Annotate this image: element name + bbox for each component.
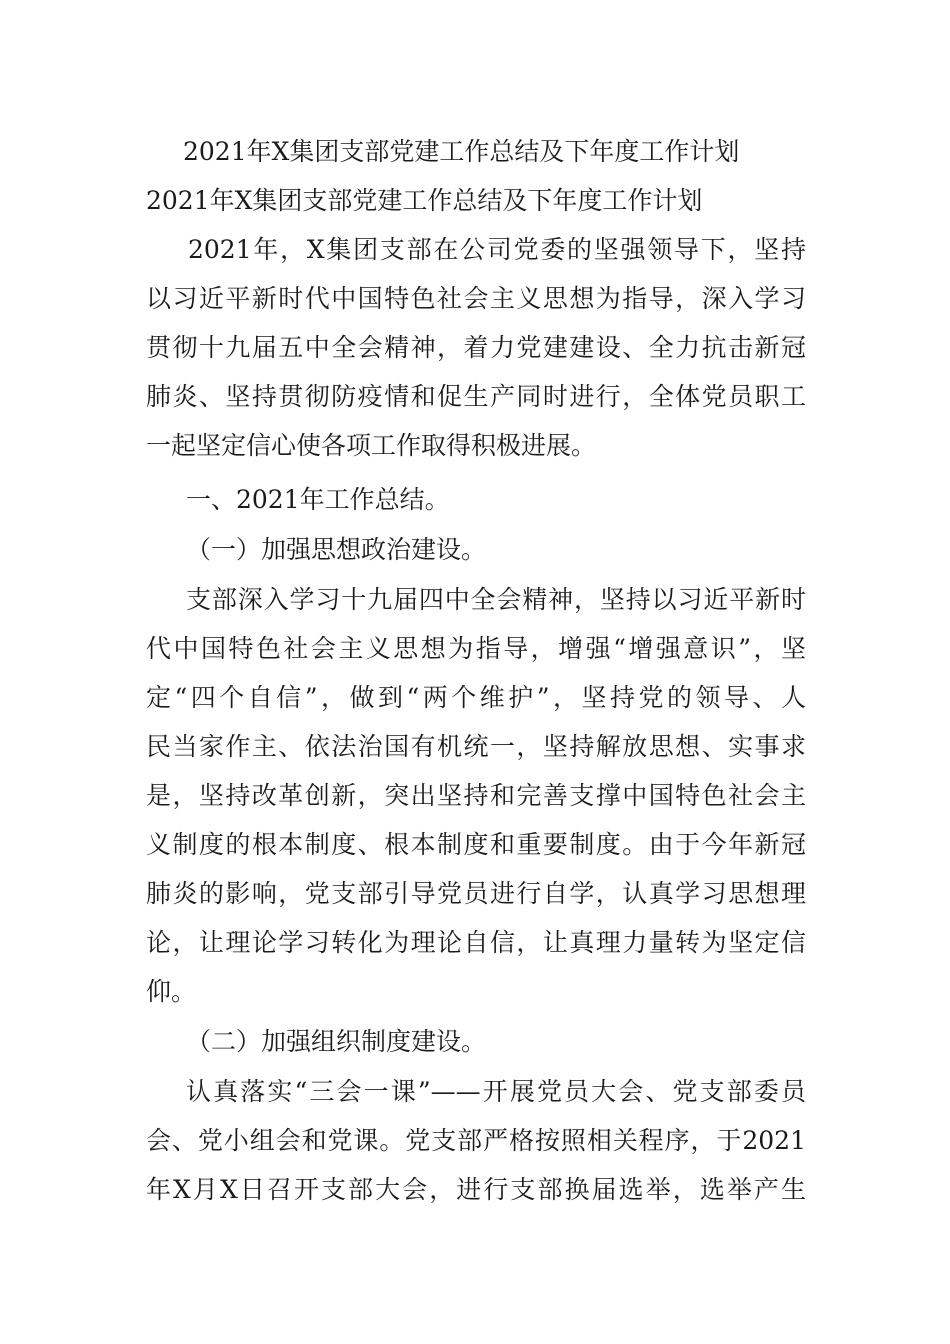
intro-line: 一起坚定信心使各项工作取得积极进展。 [146,431,597,460]
paragraph-line: 仰。 [146,977,197,1006]
intro-line: 以习近平新时代中国特色社会主义思想为指导，深入学习 [146,284,806,313]
paragraph-line: 年X月X日召开支部大会，进行支部换届选举，选举产生 [146,1175,806,1204]
subsection-heading: （二）加强组织制度建设。 [186,1027,487,1056]
paragraph-line: 代中国特色社会主义思想为指导，增强“增强意识”，坚 [146,634,806,663]
document-title: 2021年X集团支部党建工作总结及下年度工作计划 [183,137,740,166]
paragraph-line: 支部深入学习十九届四中全会精神，坚持以习近平新时 [186,585,806,614]
paragraph-line: 论，让理论学习转化为理论自信，让真理力量转为坚定信 [146,928,806,957]
subsection-heading: （一）加强思想政治建设。 [186,535,487,564]
intro-line: 肺炎、坚持贯彻防疫情和促生产同时进行，全体党员职工 [146,382,806,411]
paragraph-line: 是，坚持改革创新，突出坚持和完善支撑中国特色社会主 [146,781,806,810]
paragraph-line: 肺炎的影响，党支部引导党员进行自学，认真学习思想理 [146,879,806,908]
intro-line: 2021年，X集团支部在公司党委的坚强领导下，坚持 [188,235,806,264]
document-title-repeat: 2021年X集团支部党建工作总结及下年度工作计划 [146,186,703,215]
paragraph-line: 会、党小组会和党课。党支部严格按照相关程序，于2021 [146,1126,806,1155]
document-body [146,127,806,1214]
paragraph-line: 定“四个自信”，做到“两个维护”，坚持党的领导、人 [146,683,806,712]
paragraph-line: 义制度的根本制度、根本制度和重要制度。由于今年新冠 [146,830,806,859]
intro-line: 贯彻十九届五中全会精神，着力党建建设、全力抗击新冠 [146,333,806,362]
paragraph-line: 认真落实“三会一课”——开展党员大会、党支部委员 [186,1077,806,1106]
section-heading: 一、2021年工作总结。 [186,485,450,514]
paragraph-line: 民当家作主、依法治国有机统一，坚持解放思想、实事求 [146,732,806,761]
